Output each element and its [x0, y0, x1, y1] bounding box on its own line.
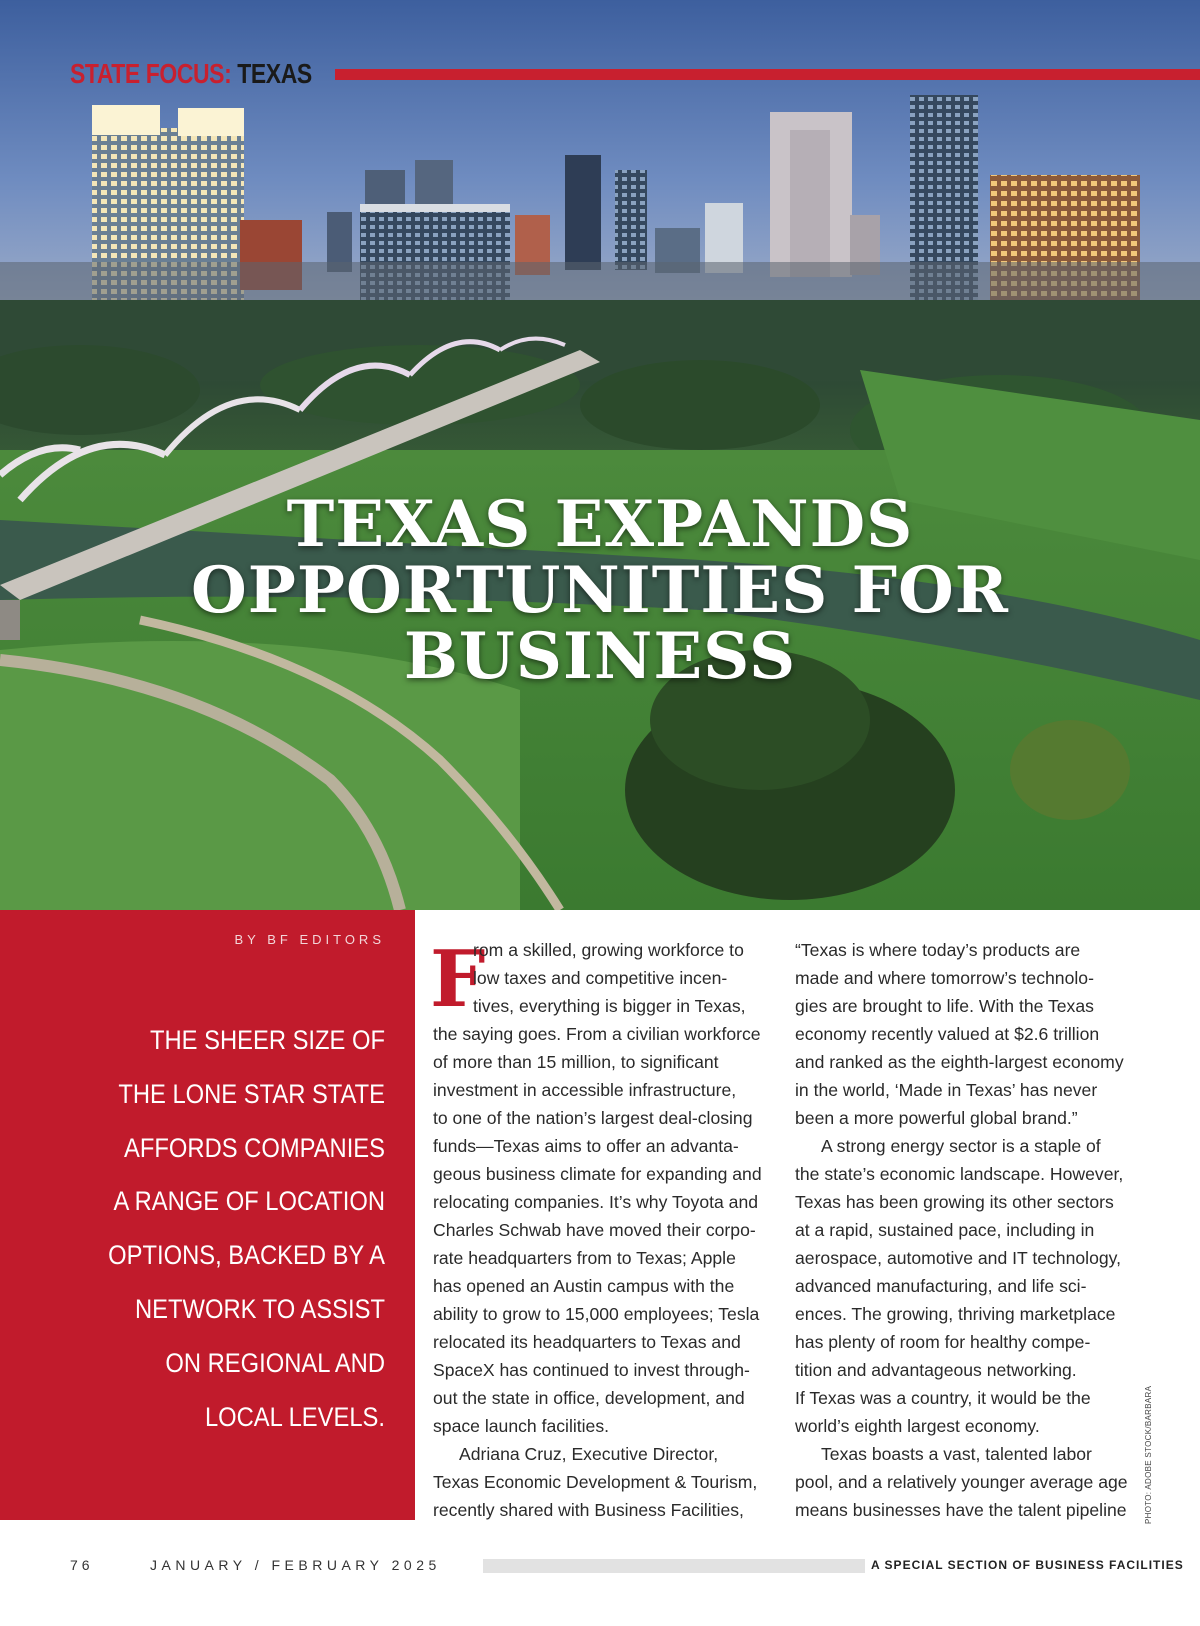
body-line: of more than 15 million, to significant [433, 1052, 719, 1072]
body-line: relocating companies. It’s why Toyota and [433, 1192, 759, 1212]
body-line: rate headquarters from to Texas; Apple [433, 1248, 736, 1268]
pullquote-line: LOCAL LEVELS. [204, 1401, 385, 1432]
pullquote [25, 1014, 385, 1444]
body-line: been a more powerful global brand.” [795, 1108, 1078, 1128]
body-line: Texas Economic Development & Tourism, [433, 1472, 758, 1492]
body-line: economy recently valued at $2.6 trillion [795, 1024, 1100, 1044]
body-line: Adriana Cruz, Executive Director, [459, 1444, 719, 1464]
pullquote-line: OPTIONS, BACKED BY A [108, 1240, 385, 1271]
body-line: tition and advantageous networking. [795, 1360, 1077, 1380]
body-line: at a rapid, sustained pace, including in [795, 1220, 1095, 1240]
body-line: the saying goes. From a civilian workforce [433, 1024, 761, 1044]
body-line: low taxes and competitive incen- [473, 968, 728, 988]
body-line: SpaceX has continued to invest through- [433, 1360, 750, 1380]
headline-line: BUSINESS [403, 619, 797, 694]
section-rule [335, 69, 1200, 80]
body-line: ability to grow to 15,000 employees; Tesla [433, 1304, 760, 1324]
body-line: space launch facilities. [433, 1416, 610, 1436]
body-line: gies are brought to life. With the Texas [795, 996, 1094, 1016]
body-line: funds—Texas aims to offer an advanta- [433, 1136, 739, 1156]
body-line: “Texas is where today’s products are [795, 940, 1081, 960]
body-line: If Texas was a country, it would be the [795, 1388, 1091, 1408]
section-label: STATE FOCUS: [70, 58, 232, 89]
body-line: and ranked as the eighth-largest economy [795, 1052, 1124, 1072]
article-column-1 [433, 936, 783, 1526]
pullquote-line: THE SHEER SIZE OF [149, 1025, 385, 1055]
article-headline [60, 487, 1140, 694]
body-line: Charles Schwab have moved their corpo- [433, 1220, 756, 1240]
body-line: out the state in office, development, and [433, 1388, 745, 1408]
body-line: in the world, ‘Made in Texas’ has never [795, 1080, 1098, 1100]
photo-credit: PHOTO: ADOBE STOCK/BARBARA [1144, 1385, 1153, 1524]
headline-line: TEXAS EXPANDS [286, 487, 914, 562]
page-number: 76 [70, 1557, 94, 1573]
body-line: A strong energy sector is a staple of [821, 1136, 1101, 1156]
footer-section-name: A SPECIAL SECTION OF BUSINESS FACILITIES [871, 1558, 1184, 1572]
section-tag [70, 58, 312, 92]
pullquote-line: AFFORDS COMPANIES [124, 1132, 385, 1163]
body-line: Texas has been growing its other sectors [795, 1192, 1114, 1212]
body-line: relocated its headquarters to Texas and [433, 1332, 741, 1352]
pullquote-line: A RANGE OF LOCATION [113, 1186, 385, 1217]
body-line: pool, and a relatively younger average age [795, 1472, 1128, 1492]
section-state: TEXAS [237, 58, 312, 89]
body-line: advanced manufacturing, and life sci- [795, 1276, 1087, 1296]
drop-cap: F [430, 934, 486, 1025]
body-line: has plenty of room for healthy compe- [795, 1332, 1091, 1352]
body-line: investment in accessible infrastructure, [433, 1080, 737, 1100]
body-line: world’s eighth largest economy. [795, 1416, 1040, 1436]
body-line: recently shared with Business Facilities, [433, 1500, 744, 1520]
body-line: means businesses have the talent pipeline [795, 1500, 1127, 1520]
issue-date: JANUARY / FEBRUARY 2025 [150, 1557, 441, 1573]
body-line: ences. The growing, thriving marketplace [795, 1304, 1116, 1324]
article-column-2 [795, 936, 1145, 1526]
footer-divider [483, 1559, 865, 1573]
body-line: the state’s economic landscape. However, [795, 1164, 1124, 1184]
headline-line: OPPORTUNITIES FOR [191, 553, 1009, 628]
body-line: Texas boasts a vast, talented labor [821, 1444, 1092, 1464]
pullquote-line: THE LONE STAR STATE [118, 1078, 386, 1109]
body-line: has opened an Austin campus with the [433, 1276, 735, 1296]
body-line: aerospace, automotive and IT technology, [795, 1248, 1122, 1268]
byline: BY BF EDITORS [234, 932, 385, 947]
body-line: tives, everything is bigger in Texas, [473, 996, 746, 1016]
pullquote-line: NETWORK TO ASSIST [135, 1293, 385, 1324]
body-line: made and where tomorrow’s technolo- [795, 968, 1094, 988]
body-line: to one of the nation’s largest deal-closing [433, 1108, 753, 1128]
pullquote-panel [0, 910, 415, 1520]
body-line: geous business climate for expanding and [433, 1164, 762, 1184]
body-line: rom a skilled, growing workforce to [473, 940, 744, 960]
pullquote-line: ON REGIONAL AND [165, 1347, 385, 1378]
